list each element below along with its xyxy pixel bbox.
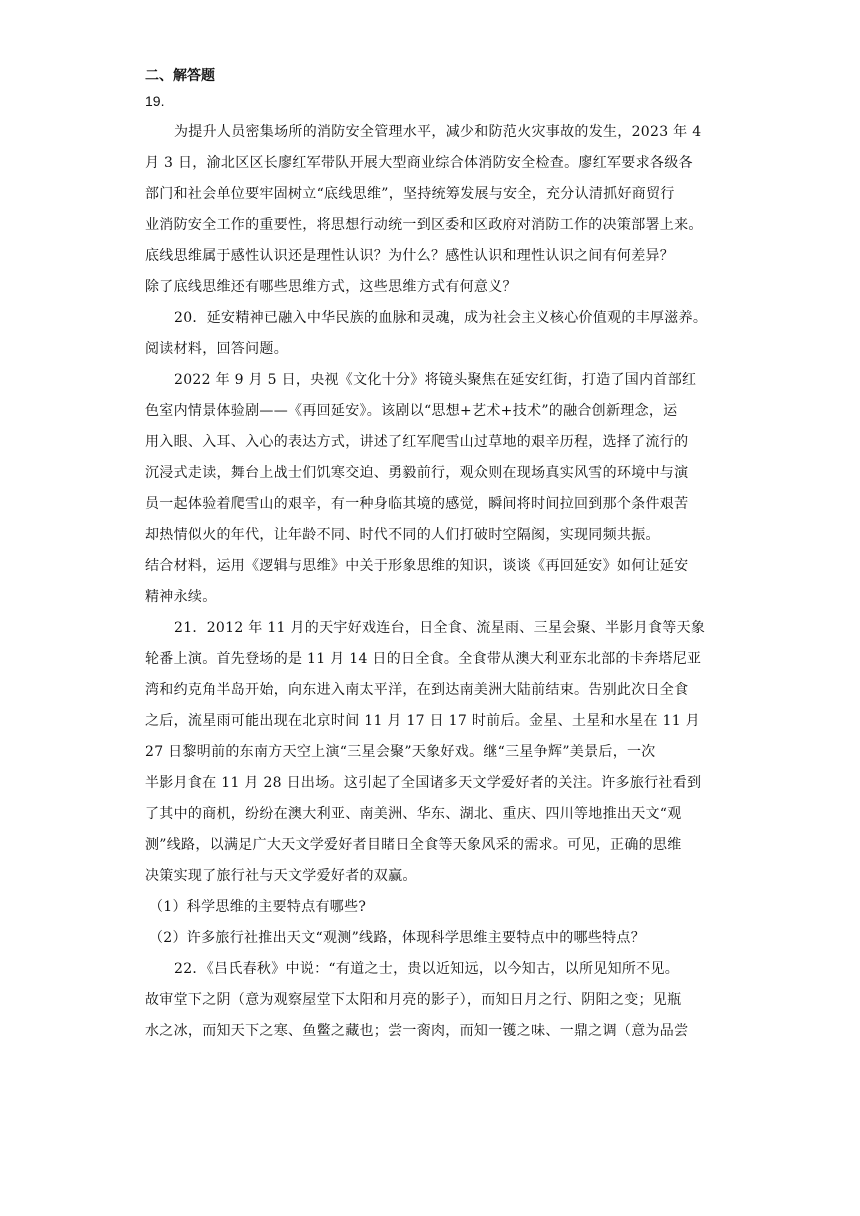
material-line: 用入眼、入耳、入心的表达方式，讲述了红军爬雪山过草地的艰辛历程，选择了流行的	[145, 434, 689, 450]
question-20	[145, 303, 725, 613]
material-line: 了其中的商机，纷纷在澳大利亚、南美洲、华东、湖北、重庆、四川等地推出天文“观	[145, 806, 682, 822]
material-line: 为提升人员密集场所的消防安全管理水平，减少和防范火灾事故的发生，2023 年 4	[174, 124, 702, 140]
material-line: 半影月食在 11 月 28 日出场。这引起了全国诸多天文学爱好者的关注。许多旅行社看到	[145, 775, 702, 791]
material-line: 22．《吕氏春秋》中说：“有道之士，贵以近知远，以今知古，以所见知所不见。	[174, 961, 680, 977]
question-21	[145, 613, 725, 954]
question-19-material	[145, 117, 725, 241]
sub-question-2: （2）许多旅行社推出天文“观测”线路，体现科学思维主要特点中的哪些特点？	[149, 930, 646, 946]
sub-question-1: （1）科学思维的主要特点有哪些?	[149, 899, 367, 915]
question-intro-line: 阅读材料，回答问题。	[145, 341, 288, 357]
material-line: 湾和约克角半岛开始，向东进入南太平洋，在到达南美洲大陆前结束。告别此次日全食	[145, 682, 689, 698]
question-20-material	[145, 365, 725, 551]
question-number: 19.	[145, 93, 165, 109]
material-line: 水之冰，而知天下之寒、鱼鳖之藏也；尝一脔肉，而知一镬之味、一鼎之调（意为品尝	[145, 1023, 689, 1039]
question-line: 结合材料，运用《逻辑与思维》中关于形象思维的知识，谈谈《再回延安》如何让延安	[145, 558, 689, 574]
material-line: 决策实现了旅行社与天文学爱好者的双赢。	[145, 868, 417, 884]
question-line: 除了底线思维还有哪些思维方式，这些思维方式有何意义？	[145, 279, 517, 295]
material-line: 之后，流星雨可能出现在北京时间 11 月 17 日 17 时前后。金星、土星和水星在 11 月	[145, 713, 700, 729]
material-line: 色室内情景体验剧——《再回延安》。该剧以“思想+艺术+技术”的融合创新理念，运	[145, 403, 678, 419]
material-line: 却热情似火的年代，让年龄不同、时代不同的人们打破时空隔阂，实现同频共振。	[145, 527, 660, 543]
document-page	[145, 66, 725, 1047]
material-line: 故审堂下之阴（意为观察屋堂下太阳和月亮的影子），而知日月之行、阴阳之变；见瓶	[145, 992, 682, 1008]
question-line: 精神永续。	[145, 589, 217, 605]
material-line: 测”线路，以满足广大天文学爱好者目睹日全食等天象风采的需求。可见，正确的思维	[145, 837, 682, 853]
question-19-prompt	[145, 241, 725, 303]
material-line: 27 日黎明前的东南方天空上演“三星会聚”天象好戏。继“三星争辉”美景后，一次	[145, 744, 656, 760]
question-21-material	[145, 613, 725, 892]
material-line: 月 3 日，渝北区区长廖红军带队开展大型商业综合体消防安全检查。廖红军要求各级各	[145, 155, 693, 171]
question-line: 底线思维属于感性认识还是理性认识？为什么？感性认识和理性认识之间有何差异？	[145, 248, 675, 264]
question-20-prompt	[145, 551, 725, 613]
section-heading: 二、解答题	[145, 68, 215, 84]
material-line: 21．2012 年 11 月的天宇好戏连台，日全食、流星雨、三星会聚、半影月食等天象	[174, 620, 706, 636]
material-line: 业消防安全工作的重要性，将思想行动统一到区委和区政府对消防工作的决策部署上来。	[145, 217, 703, 233]
material-line: 部门和社会单位要牢固树立“底线思维”，坚持统筹发展与安全，充分认清抓好商贸行	[145, 186, 675, 202]
material-line: 轮番上演。首先登场的是 11 月 14 日的日全食。全食带从澳大利亚东北部的卡奔塔尼亚	[145, 651, 702, 667]
material-line: 员一起体验着爬雪山的艰辛，有一种身临其境的感觉，瞬间将时间拉回到那个条件艰苦	[145, 496, 689, 512]
question-19	[145, 90, 725, 303]
question-21-subquestions	[145, 892, 725, 954]
question-intro-line: 20．延安精神已融入中华民族的血脉和灵魂，成为社会主义核心价值观的丰厚滋养。	[174, 310, 708, 326]
question-22	[145, 954, 725, 1047]
material-line: 2022 年 9 月 5 日，央视《文化十分》将镜头聚焦在延安红街，打造了国内首部红	[174, 372, 697, 388]
material-line: 沉浸式走读，舞台上战士们饥寒交迫、勇毅前行，观众则在现场真实风雪的环境中与演	[145, 465, 689, 481]
